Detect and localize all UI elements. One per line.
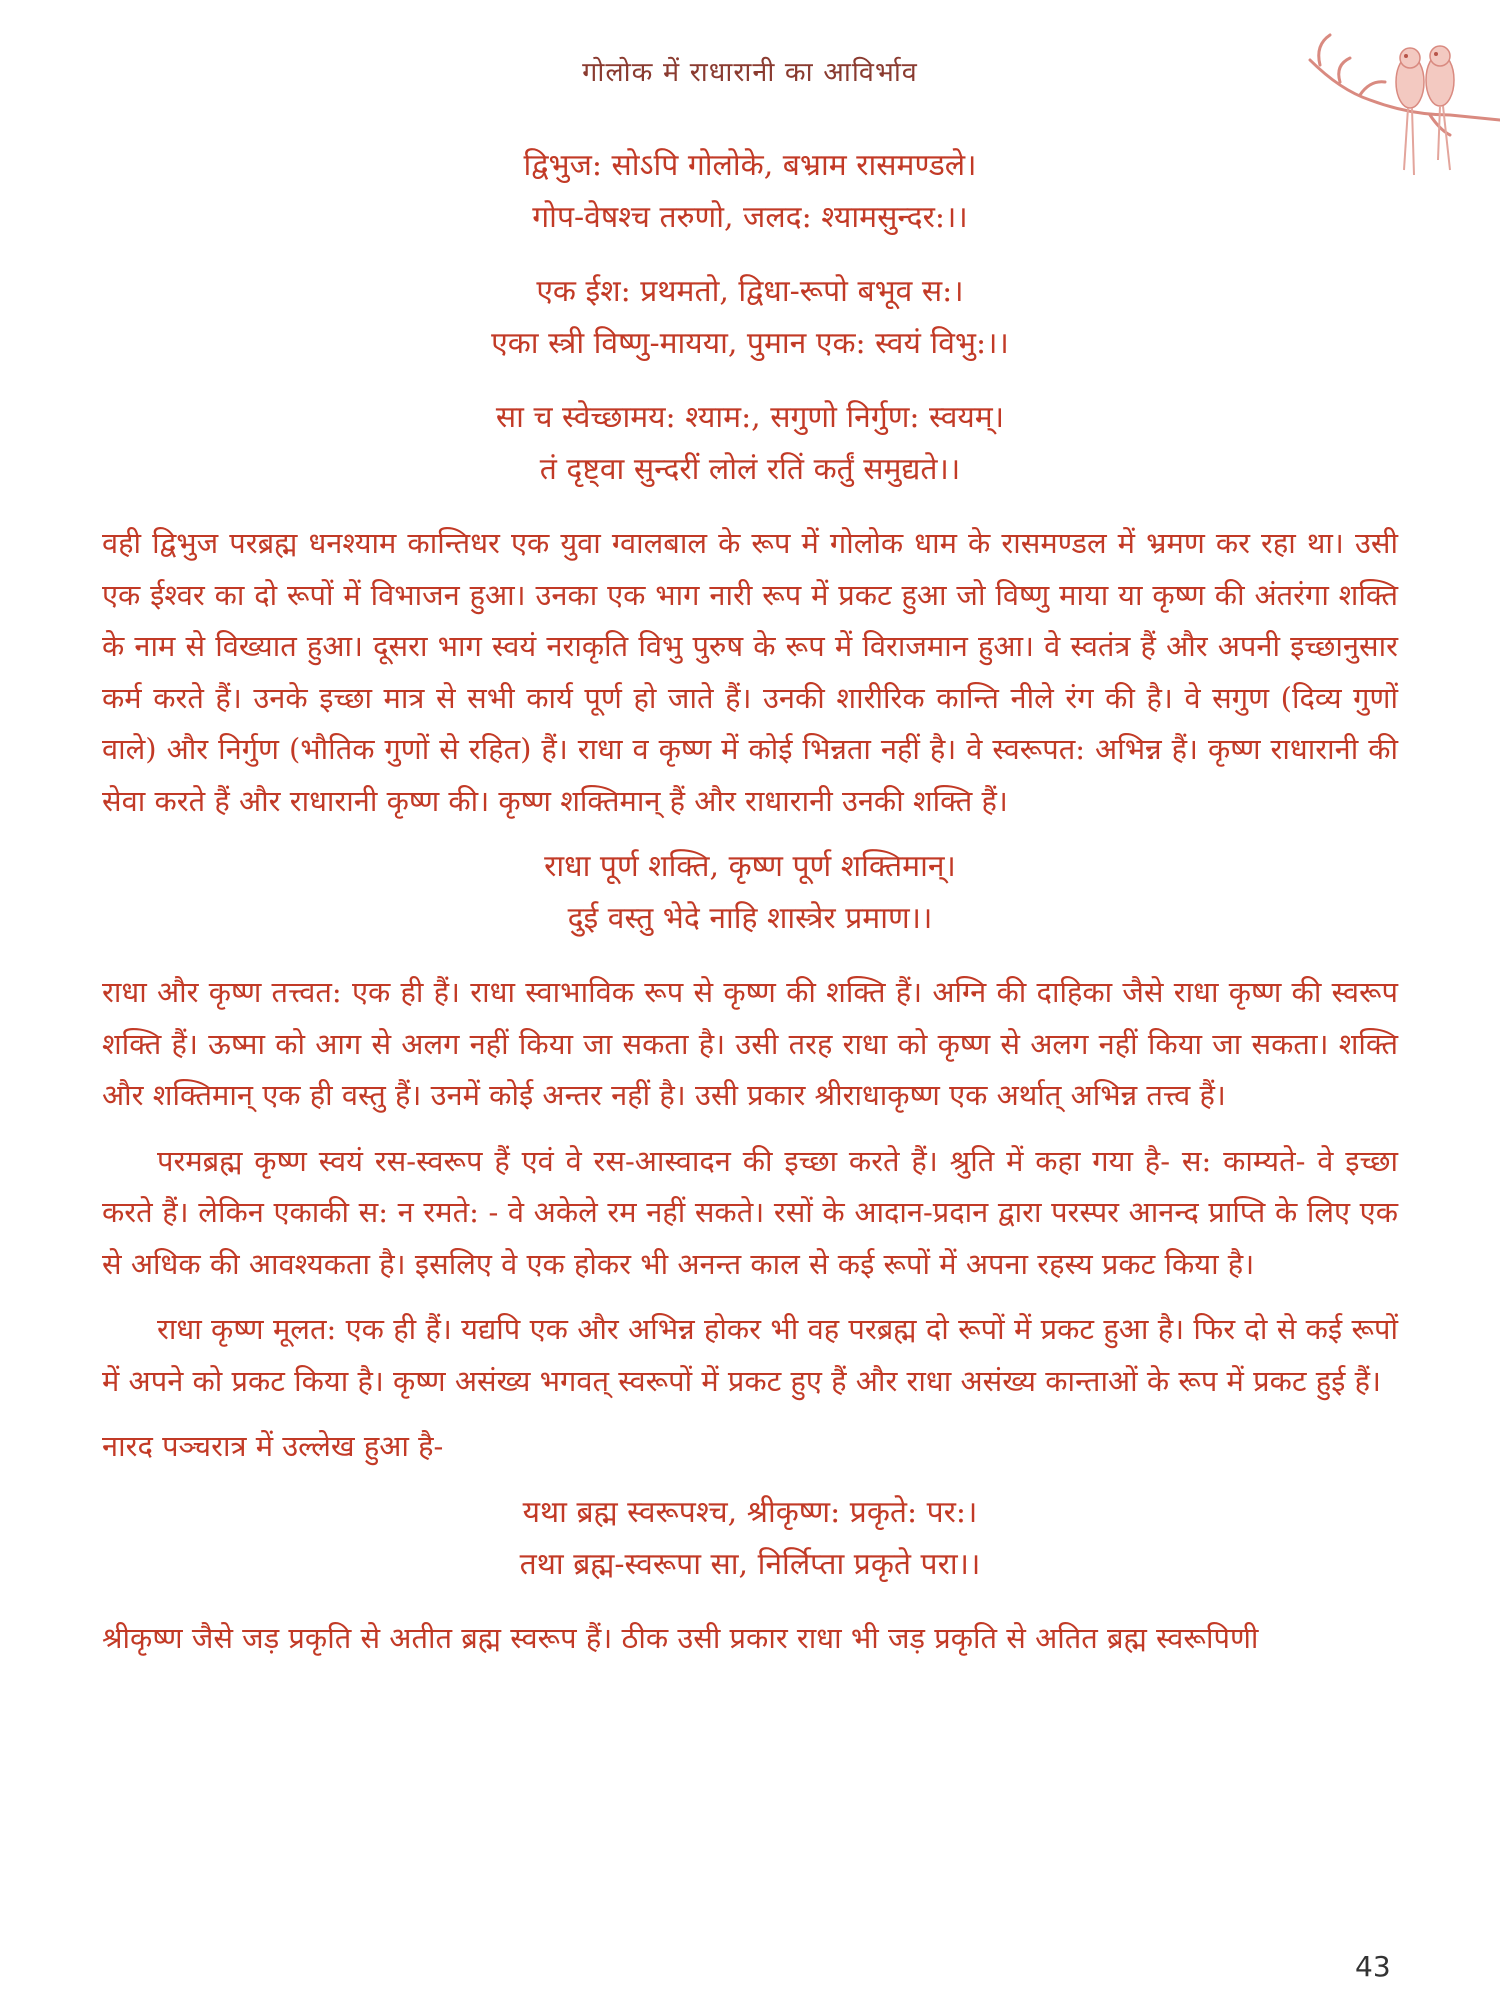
verse-line: एक ईश: प्रथमतो, द्विधा-रूपो बभूव स:। xyxy=(536,274,964,309)
body-paragraph: राधा और कृष्ण तत्त्वत: एक ही हैं। राधा स्वाभाविक रूप से कृष्ण की शक्ति हैं। अग्नि की दाहिका जैसे राधा कृष्ण की स्वरूप शक्ति हैं। ऊष्मा को आग से अलग नहीं किया जा सकता है। उसी तरह राधा को कृष्ण से अलग नहीं किया जा सकता। शक्ति और शक्तिमान् एक ही वस्तु हैं। उनमें कोई अन्तर नहीं है। उसी प्रकार श्रीराधाकृष्ण एक अर्थात् अभिन्न तत्त्व हैं। xyxy=(102,975,1398,1112)
verse-line: गोप-वेषश्च तरुणो, जलद: श्यामसुन्दर:।। xyxy=(532,200,968,235)
body-paragraph: श्रीकृष्ण जैसे जड़ प्रकृति से अतीत ब्रह्म स्वरूप हैं। ठीक उसी प्रकार राधा भी जड़ प्रकृति से अतित ब्रह्म स्वरूपिणी xyxy=(102,1620,1259,1655)
body-paragraph: नारद पञ्चरात्र में उल्लेख हुआ है- xyxy=(102,1429,444,1463)
verse-block xyxy=(102,1487,1398,1591)
body-paragraph: परमब्रह्म कृष्ण स्वयं रस-स्वरूप हैं एवं वे रस-आस्वादन की इच्छा करते हैं। श्रुति में कहा गया है- स: काम्यते- वे इच्छा करते हैं। लेकिन एकाकी स: न रमते: - वे अकेले रम नहीं सकते। रसों के आदान-प्रदान द्वारा परस्पर आनन्द प्राप्ति के लिए एक से अधिक की आवश्यकता है। इसलिए वे एक होकर भी अनन्त काल से कई रूपों में अपना रहस्य प्रकट किया है। xyxy=(102,1143,1398,1281)
body-paragraph: राधा कृष्ण मूलत: एक ही हैं। यद्यपि एक और अभिन्न होकर भी वह परब्रह्म दो रूपों में प्रकट हुआ है। फिर दो से कई रूपों में अपने को प्रकट किया है। कृष्ण असंख्य भगवत् स्वरूपों में प्रकट हुए हैं और राधा असंख्य कान्ताओं के रूप में प्रकट हुई हैं। xyxy=(102,1312,1398,1398)
verse-line: एका स्त्री विष्णु-मायया, पुमान एक: स्वयं विभु:।। xyxy=(491,326,1009,361)
page-number: 43 xyxy=(1355,1950,1391,1983)
body-paragraph: वही द्विभुज परब्रह्म धनश्याम कान्तिधर एक युवा ग्वालबाल के रूप में गोलोक धाम के रासमण्डल में भ्रमण कर रहा था। उसी एक ईश्वर का दो रूपों में विभाजन हुआ। उनका एक भाग नारी रूप में प्रकट हुआ जो विष्णु माया या कृष्ण की अंतरंगा शक्ति के नाम से विख्यात हुआ। दूसरा भाग स्वयं नराकृति विभु पुरुष के रूप में विराजमान हुआ। वे स्वतंत्र हैं और अपनी इच्छानुसार कर्म करते हैं। उनके इच्छा मात्र से सभी कार्य पूर्ण हो जाते हैं। उनकी शारीरिक कान्ति नीले रंग की है। वे सगुण (दिव्य गुणों वाले) और निर्गुण (भौतिक गुणों से रहित) हैं। राधा व कृष्ण में कोई भिन्नता नहीं है। वे स्वरूपत: अभिन्न हैं। कृष्ण राधारानी की सेवा करते हैं और राधारानी कृष्ण की। कृष्ण शक्तिमान् हैं और राधारानी उनकी शक्ति हैं। xyxy=(102,526,1398,818)
verse-line: राधा पूर्ण शक्ति, कृष्ण पूर्ण शक्तिमान्। xyxy=(544,849,956,884)
verse-line: सा च स्वेच्छामय: श्याम:, सगुणो निर्गुण: स्वयम्। xyxy=(495,400,1005,435)
page-header: गोलोक में राधारानी का आविर्भाव xyxy=(582,57,918,88)
verse-block xyxy=(102,841,1398,945)
verse-line: यथा ब्रह्म स्वरूपश्च, श्रीकृष्ण: प्रकृते: पर:। xyxy=(522,1494,978,1530)
verse-block xyxy=(102,392,1398,496)
verse-line: तथा ब्रह्म-स्वरूपा सा, निर्लिप्ता प्रकृते परा।। xyxy=(519,1546,981,1582)
page-content xyxy=(102,140,1398,1678)
verse-block xyxy=(102,140,1398,244)
verse-line: द्विभुज: सोऽपि गोलोके, बभ्राम रासमण्डले। xyxy=(523,148,977,183)
verse-line: तं दृष्ट्वा सुन्दरीं लोलं रतिं कर्तुं समुद्यते।। xyxy=(539,452,961,487)
verse-block xyxy=(102,266,1398,370)
verse-line: दुई वस्तु भेदे नाहि शास्त्रेर प्रमाण।। xyxy=(567,901,933,936)
